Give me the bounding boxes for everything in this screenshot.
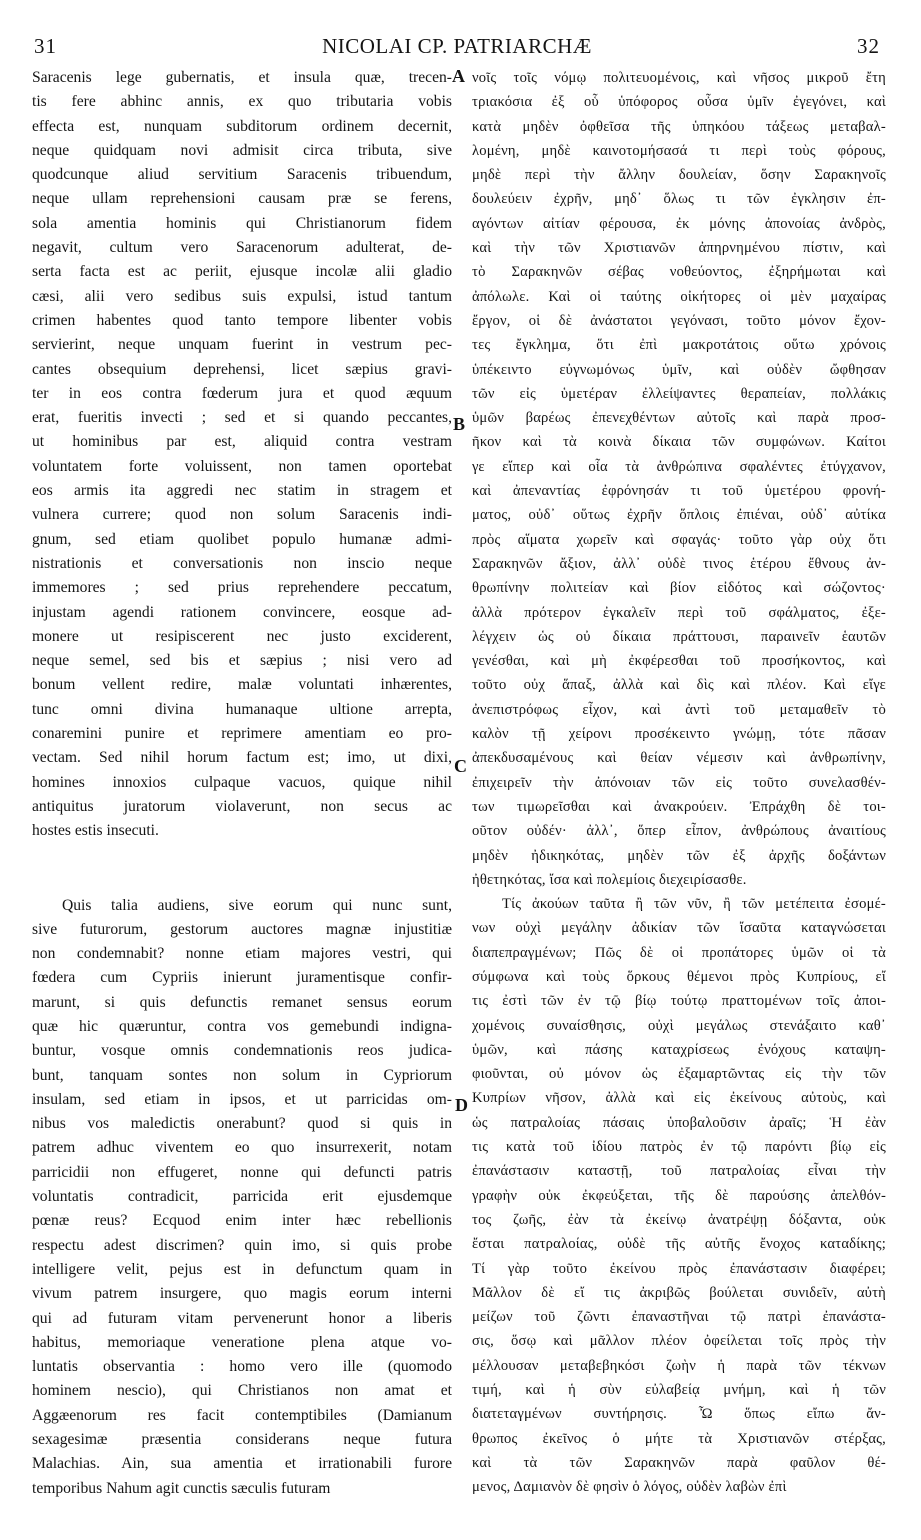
greek-text-line: νοῖς τοῖς νόμῳ πολιτευομένοις, καὶ νῆσος μικροῦ ἔτη (472, 70, 886, 86)
greek-text-line: νων οὐχὶ μεγάλην ἀδικίαν τῶν ἴσαῦτα καταγνώσεται (472, 920, 886, 937)
latin-text-line: insulam, sed etiam in ipsos, et ut parricidas om- (32, 1090, 452, 1108)
section-marker-d: D (455, 1095, 468, 1115)
greek-text-line: καὶ τὴν τῶν Χριστιανῶν ἀπηρνημένου πίστιν, καὶ (472, 240, 886, 257)
latin-text-line: sive futurorum, gestorum auctores magnæ injustitiæ (32, 920, 452, 938)
latin-paragraph-1 (32, 66, 452, 844)
page-number-right: 32 (857, 34, 880, 58)
greek-text-line: τοῦτο οὐχ ἅπαξ, ἀλλὰ καὶ δὶς καὶ πλέον. Καὶ εἴγε (472, 677, 886, 694)
greek-text-line: μέλλουσαν μεταβεβηκόσι ζωὴν ἡ παρὰ τῶν τέκνων (472, 1357, 886, 1374)
latin-text-line: Quis talia audiens, sive eorum qui nunc sunt, (62, 896, 452, 914)
greek-text-line: ἀλλὰ πρότερον ἐγκαλεῖν περὶ τοῦ σφάλματος, ἐξε- (472, 604, 886, 621)
latin-text-line: marunt, si quis defunctis remanet sensus eorum (32, 993, 452, 1011)
greek-text-line: λομένη, μηδὲ καινοτομήσασά τι περὶ τοὺς φόρους, (472, 142, 886, 159)
latin-text-line: voluntatem forte voluissent, non tamen oportebat (32, 457, 452, 475)
latin-text-line: Saracenis lege gubernatis, et insula quæ, trecen- (32, 69, 452, 86)
latin-text-line: Malachias. Ain, sua amentia et irrationabili furore (32, 1455, 452, 1473)
latin-text-line: vectam. Sed nihil horum factum est; imo, ut dixi, (32, 749, 452, 767)
greek-text-line: μηδὲ περὶ τὴν ἄλλην δουλείαν, ὅσην Σαρακηνοῖς (472, 167, 886, 184)
greek-text-line: καὶ ἀπεναντίας ἐφρόνησάν τι τοῦ ὑμετέρου φρονή- (472, 483, 886, 500)
latin-text-line: immemores ; sed prius reprehendere peccatum, (32, 579, 452, 597)
greek-text-line: τριακόσια ἐξ οὗ ὑπόφορος οὖσα ὑμῖν ἐγεγόνει, καὶ (472, 94, 886, 111)
section-marker-c: C (454, 756, 467, 776)
latin-text-line: gnum, sed etiam quolibet populo humanæ admi- (32, 530, 452, 548)
latin-text-line: nibus vos maledictis onerabunt? quod si quis in (32, 1115, 452, 1133)
greek-text-line: γενέσθαι, καὶ μὴ ἐκφέρεσθαι τοῦ προσήκοντος, καὶ (472, 653, 886, 670)
latin-text-line: bonum vellent redire, malæ voluntati inhærentes, (32, 676, 452, 694)
greek-text-line: χομένοις συναίσθησις, οὐχὶ μεγάλως στενάξαιτο καθ᾽ (472, 1017, 886, 1034)
greek-text-line: σις, ὅσῳ καὶ μᾶλλον πλέον ὀφείλεται τοῖς πρὸς τὴν (472, 1333, 886, 1350)
latin-text-line: ut hominibus par est, aliquid contra vestram (32, 433, 452, 451)
latin-text-line: nistrationis et conversationis non inscio neque (32, 554, 452, 572)
greek-text-line: μείζων τοῦ ζῶντι ἐπαναστῆναι τῷ πατρὶ ἐπανάστα- (472, 1309, 886, 1326)
latin-text-line: voluntatis contradicit, parricida erit ejusdemque (32, 1188, 452, 1206)
greek-text-line: διατεταγμένων συντήρησις. Ὦ ὅπως εἴπω ἄν- (472, 1406, 886, 1423)
greek-text-line: ἀνεπιστρόφως εἶχον, καὶ ἀντὶ τοῦ μεταμαθεῖν τὸ (472, 701, 886, 718)
greek-text-line: γε εἴπερ καὶ οἷα τὰ ἀνθρώπινα σφαλέντες ἐτύγχανον, (472, 458, 886, 475)
greek-column (472, 66, 886, 1500)
latin-text-line: neque ullam reprehensioni causam præ se ferens, (32, 190, 452, 208)
greek-text-line: καὶ τὰ τῶν Σαρακηνῶν παρὰ φαῦλον θέ- (472, 1454, 886, 1471)
greek-text-line: τις ἐστὶ τῶν ἐν τῷ βίῳ τούτῳ πραττομένων τοῖς ἀποι- (472, 993, 886, 1010)
greek-text-line: ἀπόλωλε. Καὶ οἱ ταύτης οἰκήτορες οἱ μὲν μαχαίρας (472, 288, 886, 305)
greek-text-line: ὡς πατραλοίας πάσαις ὑποβαλοῦσιν ἀραῖς; Ἡ ἐὰν (472, 1114, 886, 1131)
latin-text-line: luntatis observantia : homo vero ille (quomodo (32, 1358, 452, 1376)
greek-text-line: φιοῦνται, οὐ μόνον ὡς ἐξαμαρτῶντας εἰς τὴν τῶν (472, 1066, 886, 1083)
latin-text-line: cæsi, alii vero sedibus suis expulsi, istud tantum (32, 287, 452, 305)
latin-text-line: serta facta est ac periit, ejusque incolæ alii gladio (32, 263, 452, 281)
latin-text-line: non condemnabit? nonne etiam majores vestri, qui (32, 945, 452, 963)
latin-text-line: cantes obsequium deprehensi, licet sæpius gravi- (32, 360, 452, 378)
greek-text-line: Μᾶλλον δὲ εἴ τις ἀκριβῶς βούλεται συνιδεῖν, αὐτὴ (472, 1284, 886, 1301)
greek-text-line: ἔσται πατραλοίας, οὐδὲ τῆς αὐτῆς ἔνοχος καταδίκης; (472, 1236, 886, 1253)
greek-text-line: μηδὲν ἠδικηκότας, μηδὲν τῶν ἐξ ἀρχῆς δοξάντων (472, 847, 886, 864)
greek-text-line: Σαρακηνῶν ἄξιον, ἀλλ᾽ οὐδὲ τινος ἑτέρου ἔθνους ἀν- (472, 555, 886, 572)
latin-text-line: erat, fueritis invecti ; sed et si quando peccantes, (32, 409, 452, 427)
latin-text-line: sola amentia hominis qui Christianorum fidem (32, 214, 452, 232)
section-marker-b: B (453, 414, 466, 434)
greek-text-line: αγόντων αἰτίαν φέρουσα, ἐκ μόνης ἀπονοίας ἀνδρὸς, (472, 215, 886, 232)
greek-text-line: οῦτον οὐδέν· ἀλλ᾽, ὅπερ εἶπον, ἀνθρώπους ἀναιτίους (472, 823, 886, 840)
greek-text-line: ματος, οὐδ᾽ οὕτως ἐχρῆν ὅπλοις ἐπιέναι, οὐδ᾽ αὐτίκα (472, 507, 886, 524)
greek-text-line: δουλεύειν ἐχρῆν, μηδ᾽ ὅλως τι τῶν ἐγκλησιν ἐπ- (472, 191, 886, 208)
latin-text-line: servierint, neque unquam fuerint in vestrum pec- (32, 336, 452, 354)
latin-text-line: hominem nescio), qui Christianos non amat et (32, 1382, 452, 1400)
greek-text-line: ἠθετηκότας, ἴσα καὶ πολεμίοις διεχειρίσασθε. (472, 871, 747, 888)
latin-column (32, 66, 452, 1501)
latin-text-line: ter in eos contra fœderum jura et quod æquum (32, 384, 452, 402)
latin-text-line: intelligere velit, pejus est in defunctum quam in (32, 1260, 452, 1278)
page-header (34, 34, 880, 64)
greek-text-line: ὑμῶν βαρέως ἐπενεχθέντων αὐτοῖς καὶ παρὰ προσ- (472, 410, 886, 427)
latin-text-line: neque quidquam novi admisit circa tributa, sive (32, 141, 452, 159)
greek-text-line: ἐπανάστασιν καταστῇ, τοῦ πατραλοίας εἶναι τὴν (472, 1163, 886, 1180)
greek-text-line: λέγχειν ὡς οὐ δίκαια πράττουσι, παραινεῖν ἑαυτῶν (472, 628, 886, 645)
latin-text-line: vulnera currere; quod non solum Saracenis indi- (32, 506, 452, 524)
latin-text-line: temporibus Nahum agit cunctis sæculis futuram (32, 1479, 331, 1497)
greek-text-line: σύμφωνα καὶ τοὺς ὅρκους θέμενοι πρὸς Κυπρίους, εἴ (472, 968, 886, 985)
latin-text-line: tis fere abhinc annis, ex quo tributaria vobis (32, 93, 452, 111)
latin-text-line: homines innoxios culpaque vacuos, quique nihil (32, 773, 452, 791)
latin-text-line: fœdera cum Cypriis inierunt juramentisque confir- (32, 969, 452, 987)
latin-text-line: buntur, vosque omnis condemnationis reos judica- (32, 1042, 452, 1060)
latin-text-line: quæ hic quæruntur, contra vos gemebundi indigna- (32, 1017, 452, 1035)
latin-text-line: habitus, memoriaque veneratione plena atque vo- (32, 1333, 452, 1351)
greek-text-line: θρωπος ἐκεῖνος ὁ μήτε τὰ Χριστιανῶν στέρξας, (472, 1430, 886, 1447)
latin-text-line: respectu adest discrimen? quin imo, si quis probe (32, 1236, 452, 1254)
latin-text-line: neque semel, sed bis et sæpius ; nisi vero ad (32, 652, 452, 670)
greek-text-line: Κυπρίων νῆσον, ἀλλὰ καὶ εἰς ἐκείνους αὐτοὺς, καὶ (472, 1090, 886, 1107)
latin-text-line: antiquitus juratorum violaverunt, non secus ac (32, 797, 452, 815)
latin-text-line: crimen habentes quod tanto tempore libenter vobis (32, 311, 452, 329)
running-title: NICOLAI CP. PATRIARCHÆ (322, 34, 592, 58)
greek-text-line: ὑμῶν, καὶ πάσης καταχρίσεως ἐνόχους καταψη- (472, 1041, 886, 1058)
latin-text-line: patrem adhuc viventem eo quo insurrexerit, notam (32, 1139, 452, 1157)
greek-text-line: των τιμωρεῖσθαι καὶ ἀνακρούειν. Ἐπράχθη δὲ τοι- (472, 798, 886, 815)
latin-text-line: quodcunque aliud servitium Saracenis tribuendum, (32, 166, 452, 184)
latin-text-line: vivum patrem insurgere, quo magis eorum interni (32, 1285, 452, 1303)
greek-text-line: ἔργον, οἱ δὲ ἀνάστατοι γεγόνασι, τοῦτο μόνον ἔχον- (472, 312, 886, 329)
latin-text-line: monere ut resipiscerent nec justo exciderent, (32, 627, 452, 645)
latin-text-line: sexagesimæ præsentia considerans neque futura (32, 1431, 452, 1449)
latin-text-line: effecta est, nunquam subditorum ordinem decernit, (32, 117, 452, 135)
greek-text-line: γραφὴν οὐκ ἐκφεύξεται, τῆς δὲ παρούσης ἀπελθόν- (472, 1187, 886, 1204)
greek-text-line: Τί γὰρ τοῦτο ἐκείνου πρὸς ἐπανάστασιν διαφέρει; (472, 1260, 886, 1277)
greek-text-line: τὸ Σαρακηνῶν σέβας νοθεύοντος, ἐξηρήμωται καὶ (472, 264, 886, 281)
greek-text-line: μενος, Δαμιανὸν δὲ φησὶν ὁ λόγος, οὐδὲν λαβὼν ἐπὶ (472, 1479, 787, 1496)
latin-text-line: conaremini punire et reprimere amentiam eo pro- (32, 725, 452, 743)
greek-text-line: τιμή, καὶ ἡ σὺν εὐλαβείᾳ μνήμη, καὶ ἡ τῶν (472, 1382, 886, 1399)
page-number-left: 31 (34, 34, 57, 58)
latin-text-line: bunt, tanquam sontes non solum in Cypriorum (32, 1066, 452, 1084)
latin-text-line: eos armis ita aggredi nec statim in stragem et (32, 482, 452, 500)
greek-text-line: Τίς ἀκούων ταῦτα ἢ τῶν νῦν, ἢ τῶν μετέπειτα ἐσομέ- (502, 896, 886, 913)
greek-text-line: τις κατὰ τοῦ ἰδίου πατρὸς ἐν τῷ παρόντι βίῳ εἰς (472, 1139, 886, 1156)
greek-text-line: ἐπιχειρεῖν τὴν ἀπόνοιαν τῶν εἰς τοῦτο συνελασθέν- (472, 774, 886, 791)
greek-text-line: ὑπέκειντο εὐγνωμόνως ὑμῖν, καὶ οὐδὲν ὤφθησαν (472, 361, 886, 378)
latin-text-line: hostes estis insecuti. (32, 822, 159, 840)
latin-text-line: pœnæ reus? Ecquod enim inter hæc rebellionis (32, 1212, 452, 1230)
greek-text-line: τος ζωῆς, ἐὰν τὰ ἐκείνῳ ἀνατρέψῃ δόξαντα, οὐκ (472, 1211, 886, 1228)
latin-text-line: parricidii non effugeret, nonne qui defuncti patris (32, 1163, 452, 1181)
greek-text-line: πρὸς αἵματα χωρεῖν καὶ σφαγάς· τοῦτο γὰρ οὐχ ὅτι (472, 531, 886, 548)
latin-text-line: injustam agendi rationem convincere, eosque ad- (32, 603, 452, 621)
latin-text-line: Aggæenorum res facit contemptibiles (Damianum (32, 1406, 452, 1424)
latin-text-line: qui ad futuram vitam pervenerunt honor a liberis (32, 1309, 452, 1327)
latin-text-line: tunc omni divina humanaque ultione arrepta, (32, 700, 452, 718)
greek-text-line: ῆκον καὶ τὰ κοινὰ δίκαια τῶν συμφώνων. Καίτοι (472, 434, 886, 451)
latin-paragraph-2 (32, 894, 452, 1501)
greek-text-line: καλὸν τῇ χείρονι προσέκειντο γνώμῃ, τότε πᾶσαν (472, 726, 886, 743)
greek-text-line: θρωπίνην πολιτείαν καὶ βίον εἰδότος καὶ σώζοντος· (472, 580, 886, 597)
greek-text-line: κατὰ μηδὲν ὀφθεῖσα τῆς ὑπηκόου τάξεως μεταβαλ- (472, 118, 886, 135)
greek-text-line: τες ἔγκλημα, ὅτι ἐπὶ μακροτάτοις οὕτω χρόνοις (472, 337, 886, 354)
greek-text-line: διαπεπραγμένων; Πῶς δὲ οἱ προπάτορες ὑμῶν οἱ τὰ (472, 944, 886, 961)
greek-text-line: ἀπεκδυσαμένους καὶ θείαν νέμεσιν καὶ ἀνθρωπίνην, (472, 750, 886, 767)
greek-text-line: τῶν εἰς ὑμετέραν ἐλλείψαντες θεραπείαν, πολλάκις (472, 385, 886, 402)
latin-text-line: negavit, cultum vero Saracenorum adulterat, de- (32, 239, 452, 257)
section-marker-a: A (452, 66, 465, 86)
